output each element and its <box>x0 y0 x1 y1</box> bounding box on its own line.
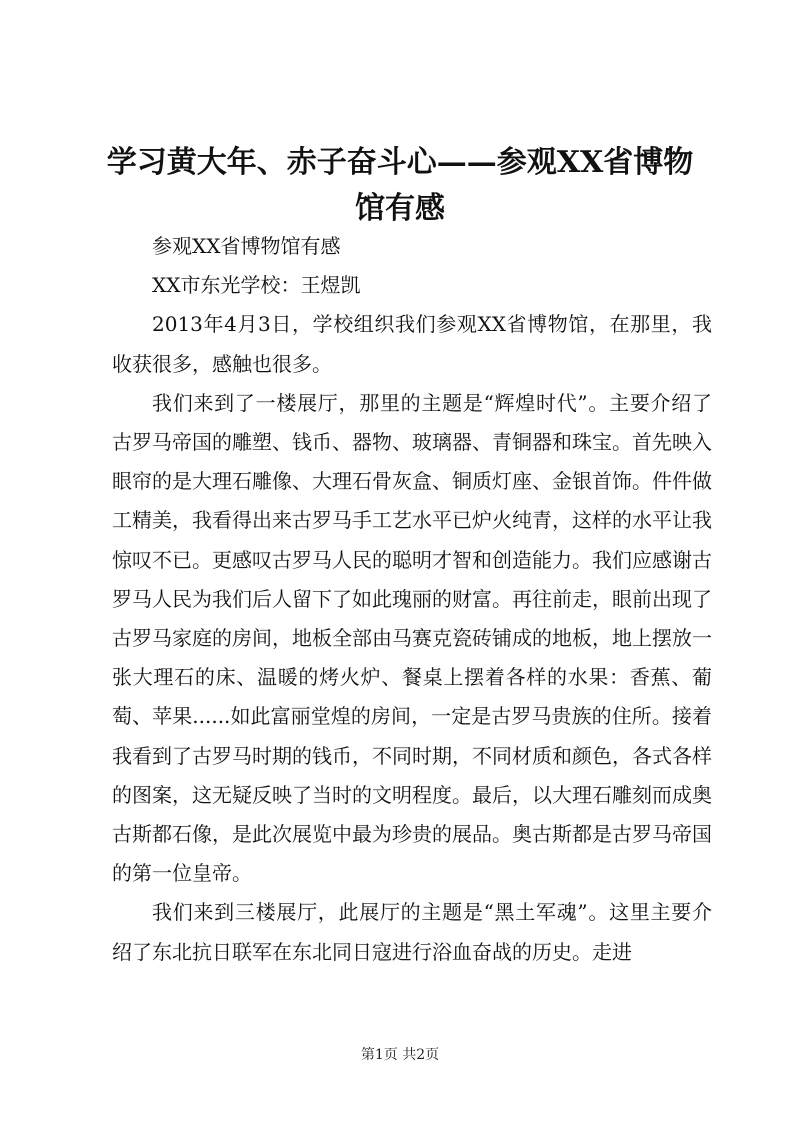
subtitle-paragraph: 参观XX省博物馆有感 <box>152 234 341 258</box>
intro-paragraph: 2013年4月3日，学校组织我们参观XX省博物馆，在那里，我收获很多，感触也很多。 <box>112 312 712 376</box>
third-floor-paragraph: 我们来到三楼展厅，此展厅的主题是“黑土军魂”。这里主要介绍了东北抗日联军在东北同日寇进行浴血奋战的历史。走进 <box>112 900 712 964</box>
page-number-footer: 第1页 共2页 <box>360 1047 440 1063</box>
document-body <box>112 227 712 972</box>
author-paragraph: XX市东光学校：王煜凯 <box>152 273 361 298</box>
first-floor-paragraph: 我们来到了一楼展厅，那里的主题是“辉煌时代”。主要介绍了古罗马帝国的雕塑、钱币、器物、玻璃器、青铜器和珠宝。首先映入眼帘的是大理石雕像、大理石骨灰盒、铜质灯座、金银首饰。件件做工精美，我看得出来古罗马手工艺水平已炉火纯青，这样的水平让我惊叹不已。更感叹古罗马人民的聪明才智和创造能力。我们应感谢古罗马人民为我们后人留下了如此瑰丽的财富。再往前走，眼前出现了古罗马家庭的房间，地板全部由马赛克瓷砖铺成的地板，地上摆放一张大理石的床、温暖的烤火炉、餐桌上摆着各样的水果：香蕉、葡萄、苹果......如此富丽堂煌的房间，一定是古罗马贵族的住所。接着我看到了古罗马时期的钱币，不同时期，不同材质和颜色，各式各样的图案，这无疑反映了当时的文明程度。最后，以大理石雕刻而成奥古斯都石像，是此次展览中最为珍贵的展品。奥古斯都是古罗马帝国的第一位皇帝。 <box>112 390 712 886</box>
document-title: 学习黄大年、赤子奋斗心——参观XX省博物馆有感 <box>106 145 694 226</box>
